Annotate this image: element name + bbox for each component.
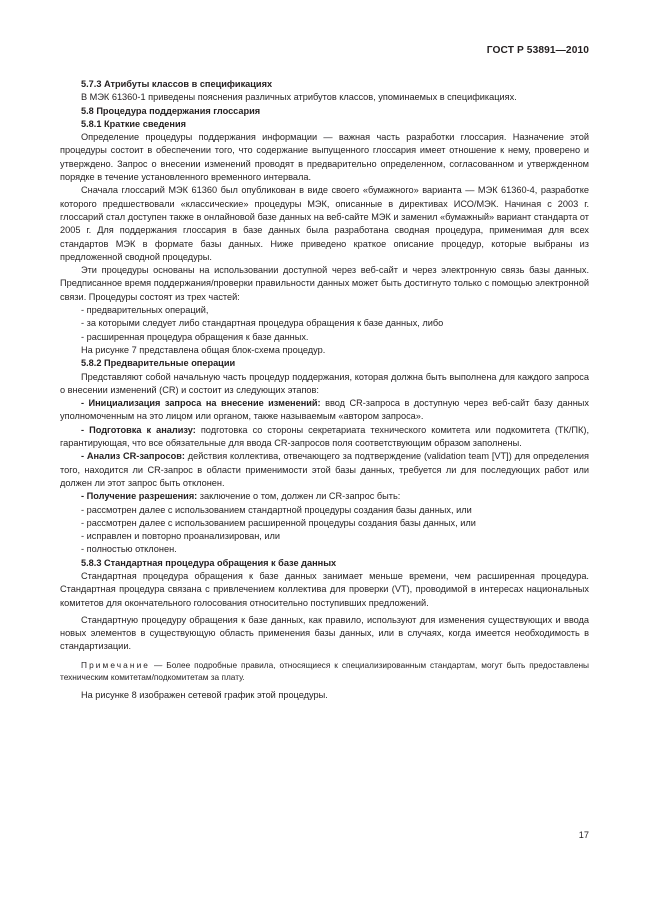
stage-paragraph xyxy=(60,490,589,503)
stage-term: - Инициализация запроса на внесение изменений: xyxy=(81,398,321,409)
page-number: 17 xyxy=(578,830,589,840)
body-paragraph: На рисунке 8 изображен сетевой график этой процедуры. xyxy=(81,689,328,700)
stage-term: - Получение разрешения: xyxy=(81,491,198,502)
stage-description: действия коллектива, отвечающего за подтверждение (validation team [VT]) для определения того, находится ли CR-запрос в области применимости этой базы данных, требуется ли для последующих работ или должен ли этот запрос быть отклонен. xyxy=(60,451,589,488)
body-paragraph: Стандартная процедура обращения к базе данных занимает меньше времени, чем расширенная процедура. Стандартная процедура связана с привлечением коллектива для проверки (VT), проводимой в интересах национальных комитетов для окончательного голосования относительно поступивших предложений. xyxy=(60,570,589,608)
body-paragraph: Определение процедуры поддержания информации — важная часть разработки глоссария. Назначение этой процедуры состоит в обеспечении того, что содержание выпущенного глоссария имеет отношение к нему, проверено и утверждено. Запрос о внесении изменений проводят в предварительно определенном, согласованном и утвержденном порядке в течение установленного временного интервала. xyxy=(60,132,589,183)
section-heading: 5.8.1 Краткие сведения xyxy=(81,118,186,129)
note-label: Примечание xyxy=(81,659,151,670)
body-paragraph: Эти процедуры основаны на использовании доступной через веб-сайт и через электронную связь базы данных. Предписанное время поддержания/проверки правильности данных может быть достигнуто только с помощью электронной связи. Процедуры состоят из трех частей: xyxy=(60,265,589,302)
list-item: - исправлен и повторно проанализирован, или xyxy=(81,531,281,542)
list-item: - рассмотрен далее с использованием расширенной процедуры создания базы данных, или xyxy=(81,517,476,528)
section-heading: 5.8 Процедура поддержания глоссария xyxy=(81,105,261,116)
body-paragraph: На рисунке 7 представлена общая блок-схема процедур. xyxy=(81,344,326,355)
stage-paragraph xyxy=(60,397,589,424)
stage-description: подготовка со стороны секретариата технического комитета или подкомитета (ТК/ПК), гарантирующая, что все обязательные для ввода CR-запросов поля соответствующим образом заполнены. xyxy=(60,424,589,449)
list-item: - расширенная процедура обращения к базе данных. xyxy=(81,331,309,342)
list-item: - рассмотрен далее с использованием стандартной процедуры создания базы данных, или xyxy=(81,504,472,515)
list-item: - за которыми следует либо стандартная процедура обращения к базе данных, либо xyxy=(81,318,444,329)
note-paragraph xyxy=(60,659,589,684)
stage-paragraph xyxy=(60,450,589,490)
list-item: - предварительных операций, xyxy=(81,305,209,316)
section-heading: 5.7.3 Атрибуты классов в спецификациях xyxy=(81,79,273,89)
body-paragraph: Сначала глоссарий МЭК 61360 был опубликован в виде своего «бумажного» варианта — МЭК 61360-4, разработке которого предшествовали «классические» процедуры МЭК, описанные в директивах ИСО/МЭК. Начиная с 2003 г. глоссарий стал доступен также в онлайновой базе данных на веб-сайте МЭК и заменил «бумажный» вариант стандарта от 2005 г. Для поддержания глоссария в базе данных была разработана сводная процедура, применимая для всех стандартов МЭК в формате базы данных. Ниже приведено краткое описание процедур, которые выбраны из предложенной сводной процедуры. xyxy=(60,185,589,262)
stage-term: - Анализ CR-запросов: xyxy=(81,451,185,462)
stage-description: ввод CR-запроса в доступную через веб-сайт базу данных уполномоченным на это лицом или органом, также называемым «автором запроса». xyxy=(60,398,589,422)
section-heading: 5.8.3 Стандартная процедура обращения к базе данных xyxy=(81,557,337,568)
list-item: - полностью отклонен. xyxy=(81,544,177,555)
body-paragraph: Стандартную процедуру обращения к базе данных, как правило, используют для изменения существующих и ввода новых элементов в существующую область применения базы данных, или в случаях, когда имеется необходимость в стандартизации. xyxy=(60,614,589,652)
section-heading: 5.8.2 Предварительные операции xyxy=(81,358,236,369)
stage-paragraph xyxy=(60,424,589,451)
body-paragraph: В МЭК 61360-1 приведены пояснения различных атрибутов классов, упоминаемых в спецификациях. xyxy=(81,92,517,103)
document-body xyxy=(60,78,589,702)
standard-code-header: ГОСТ Р 53891—2010 xyxy=(486,45,589,56)
note-text: — Более подробные правила, относящиеся к специализированным стандартам, могут быть предоставлены техническим комитетам/подкомитетам за плату. xyxy=(60,659,589,683)
body-paragraph: Представляют собой начальную часть процедур поддержания, которая должна быть выполнена для каждого запроса о внесении изменений (CR) и состоит из следующих этапов: xyxy=(60,371,589,395)
stage-term: - Подготовка к анализу: xyxy=(81,424,196,435)
stage-description: заключение о том, должен ли CR-запрос быть: xyxy=(197,491,401,502)
